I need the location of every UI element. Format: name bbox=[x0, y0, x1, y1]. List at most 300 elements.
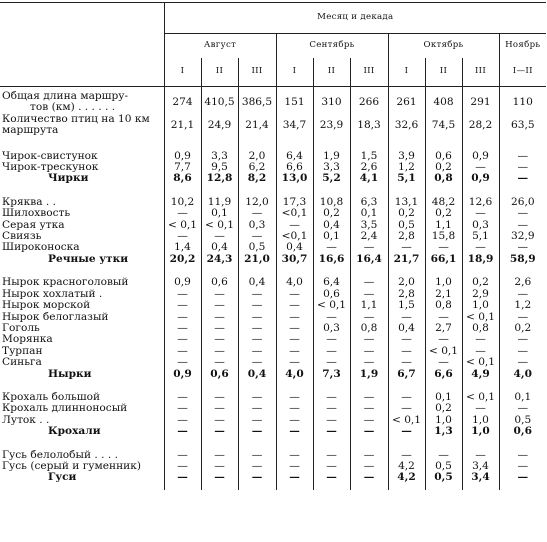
value-cell: 0,9 bbox=[164, 151, 201, 162]
value-cell: — bbox=[388, 242, 425, 253]
value-cell: 5,1 bbox=[462, 231, 499, 242]
value-cell: 0,4 bbox=[388, 323, 425, 334]
value-cell: 1,2 bbox=[388, 162, 425, 173]
value-cell: 0,5 bbox=[499, 415, 546, 426]
value-cell: 6,7 bbox=[388, 369, 425, 380]
value-cell: 0,9 bbox=[462, 173, 499, 184]
value-cell: — bbox=[313, 426, 350, 437]
value-cell: 0,6 bbox=[313, 289, 350, 300]
table-row bbox=[0, 392, 546, 403]
total-row bbox=[0, 472, 546, 483]
value-cell: 16,6 bbox=[313, 254, 350, 265]
row-label-line: маршрута bbox=[2, 124, 59, 137]
value-cell: <0,1 bbox=[276, 231, 313, 242]
species-label: Нырок хохлатый . bbox=[2, 288, 103, 300]
value-cell: — bbox=[201, 323, 238, 334]
decade-heading: I bbox=[164, 58, 201, 87]
value-cell: — bbox=[462, 334, 499, 345]
spacer-cell bbox=[425, 438, 462, 450]
value-cell: 1,0 bbox=[425, 277, 462, 288]
value-cell: 0,2 bbox=[499, 323, 546, 334]
value-cell: 10,2 bbox=[164, 197, 201, 208]
value-cell: 1,0 bbox=[425, 415, 462, 426]
value-cell: 274 bbox=[164, 91, 201, 114]
value-cell: — bbox=[313, 357, 350, 368]
value-cell: — bbox=[238, 312, 276, 323]
spacer-cell bbox=[499, 438, 546, 450]
value-cell: 386,5 bbox=[238, 91, 276, 114]
spacer-cell bbox=[462, 265, 499, 277]
value-cell: 6,4 bbox=[276, 151, 313, 162]
species-label: Нырок морской bbox=[2, 300, 91, 312]
spacer-cell bbox=[350, 380, 388, 392]
spacer-cell bbox=[201, 265, 238, 277]
value-cell: — bbox=[201, 231, 238, 242]
value-cell: — bbox=[425, 334, 462, 345]
value-cell: — bbox=[276, 323, 313, 334]
value-cell: — bbox=[164, 392, 201, 403]
table-row bbox=[0, 231, 546, 242]
value-cell: 0,2 bbox=[425, 208, 462, 219]
species-label: Турпан bbox=[2, 345, 43, 357]
species-label: Крохаль длинноносый bbox=[2, 403, 128, 415]
value-cell: 1,5 bbox=[388, 300, 425, 311]
value-cell: < 0,1 bbox=[462, 312, 499, 323]
total-row bbox=[0, 426, 546, 437]
value-cell: — bbox=[350, 277, 388, 288]
spacer-cell bbox=[350, 137, 388, 151]
total-row bbox=[0, 254, 546, 265]
spacer-cell bbox=[201, 380, 238, 392]
table-row bbox=[0, 162, 546, 173]
value-cell: — bbox=[462, 346, 499, 357]
value-cell: 0,5 bbox=[425, 472, 462, 483]
spacer-cell bbox=[164, 265, 201, 277]
spacer-row bbox=[0, 484, 546, 490]
value-cell: 21,4 bbox=[238, 114, 276, 137]
value-cell: 0,4 bbox=[276, 242, 313, 253]
spacer-cell bbox=[313, 137, 350, 151]
species-label: Свиязь bbox=[2, 231, 42, 243]
value-cell: 0,1 bbox=[350, 208, 388, 219]
value-cell: 2,6 bbox=[350, 162, 388, 173]
spacer-row bbox=[0, 185, 546, 197]
value-cell: 0,6 bbox=[201, 369, 238, 380]
value-cell: — bbox=[238, 231, 276, 242]
value-cell: — bbox=[499, 173, 546, 184]
spacer-cell bbox=[388, 265, 425, 277]
value-cell: 0,9 bbox=[462, 151, 499, 162]
value-cell: — bbox=[462, 162, 499, 173]
species-label: Нырок красноголовый bbox=[2, 277, 129, 289]
table-row bbox=[0, 461, 546, 472]
value-cell: 2,9 bbox=[462, 289, 499, 300]
spacer-cell bbox=[276, 265, 313, 277]
value-cell: 3,3 bbox=[313, 162, 350, 173]
value-cell: 261 bbox=[388, 91, 425, 114]
value-cell: — bbox=[388, 334, 425, 345]
table-row bbox=[0, 220, 546, 231]
table-row bbox=[0, 403, 546, 414]
value-cell: 3,4 bbox=[462, 472, 499, 483]
spacer-cell bbox=[350, 185, 388, 197]
value-cell: — bbox=[350, 403, 388, 414]
value-cell: — bbox=[201, 415, 238, 426]
value-cell: — bbox=[313, 392, 350, 403]
value-cell: 17,3 bbox=[276, 197, 313, 208]
decade-heading: II bbox=[313, 58, 350, 87]
spacer-row bbox=[0, 438, 546, 450]
value-cell: — bbox=[499, 208, 546, 219]
value-cell: — bbox=[499, 242, 546, 253]
value-cell: — bbox=[201, 450, 238, 461]
value-cell: 3,9 bbox=[388, 151, 425, 162]
value-cell: — bbox=[499, 312, 546, 323]
value-cell: 32,6 bbox=[388, 114, 425, 137]
value-cell: 16,4 bbox=[350, 254, 388, 265]
species-label: Широконоска bbox=[2, 242, 80, 254]
value-cell: — bbox=[238, 415, 276, 426]
row-label-line: Количество птиц на 10 км bbox=[2, 113, 150, 125]
value-cell: 1,1 bbox=[350, 300, 388, 311]
value-cell: 1,9 bbox=[350, 369, 388, 380]
bird-count-table bbox=[0, 2, 546, 490]
value-cell: < 0,1 bbox=[313, 300, 350, 311]
value-cell: 0,8 bbox=[425, 300, 462, 311]
value-cell: — bbox=[201, 426, 238, 437]
group-total-label: Чирки bbox=[48, 173, 89, 185]
value-cell: 15,8 bbox=[425, 231, 462, 242]
table-row bbox=[0, 114, 546, 137]
decade-heading: I bbox=[388, 58, 425, 87]
spacer-cell bbox=[462, 380, 499, 392]
value-cell: — bbox=[164, 231, 201, 242]
value-cell: — bbox=[238, 208, 276, 219]
value-cell: — bbox=[276, 403, 313, 414]
value-cell: — bbox=[388, 346, 425, 357]
value-cell: — bbox=[276, 461, 313, 472]
species-label: Гусь (серый и гуменник) bbox=[2, 460, 141, 472]
value-cell: — bbox=[276, 220, 313, 231]
spacer-cell bbox=[276, 438, 313, 450]
spacer-cell bbox=[425, 185, 462, 197]
value-cell: 2,8 bbox=[388, 231, 425, 242]
value-cell: 48,2 bbox=[425, 197, 462, 208]
value-cell: 12,0 bbox=[238, 197, 276, 208]
value-cell: — bbox=[388, 312, 425, 323]
value-cell: 0,6 bbox=[425, 151, 462, 162]
spacer-cell bbox=[499, 185, 546, 197]
value-cell: 4,2 bbox=[388, 472, 425, 483]
value-cell: — bbox=[350, 472, 388, 483]
value-cell: — bbox=[499, 151, 546, 162]
value-cell: <0,1 bbox=[276, 208, 313, 219]
species-label: Нырок белоглазый bbox=[2, 311, 109, 323]
spacer-cell bbox=[238, 185, 276, 197]
spacer-cell bbox=[462, 137, 499, 151]
value-cell: 3,3 bbox=[201, 151, 238, 162]
value-cell: 2,7 bbox=[425, 323, 462, 334]
value-cell: 310 bbox=[313, 91, 350, 114]
value-cell: 5,2 bbox=[313, 173, 350, 184]
value-cell: 8,6 bbox=[164, 173, 201, 184]
spacer-row bbox=[0, 137, 546, 151]
value-cell: 1,9 bbox=[313, 151, 350, 162]
value-cell: — bbox=[313, 403, 350, 414]
value-cell: 4,0 bbox=[499, 369, 546, 380]
value-cell: — bbox=[499, 220, 546, 231]
value-cell: — bbox=[164, 323, 201, 334]
table-row bbox=[0, 334, 546, 345]
value-cell: — bbox=[164, 346, 201, 357]
value-cell: — bbox=[350, 461, 388, 472]
spacer-cell bbox=[499, 380, 546, 392]
value-cell: 58,9 bbox=[499, 254, 546, 265]
group-total-label: Гуси bbox=[48, 472, 77, 484]
value-cell: — bbox=[201, 300, 238, 311]
value-cell: — bbox=[201, 289, 238, 300]
spacer-cell bbox=[201, 185, 238, 197]
spacer-cell bbox=[388, 137, 425, 151]
value-cell: 0,4 bbox=[238, 369, 276, 380]
group-total-label: Речные утки bbox=[48, 253, 129, 265]
value-cell: 0,2 bbox=[388, 208, 425, 219]
table-row bbox=[0, 208, 546, 219]
value-cell: 2,8 bbox=[388, 289, 425, 300]
row-label bbox=[0, 114, 164, 137]
table-row bbox=[0, 357, 546, 368]
value-cell: — bbox=[201, 472, 238, 483]
value-cell: 110 bbox=[499, 91, 546, 114]
table-row bbox=[0, 242, 546, 253]
spacer-cell bbox=[0, 484, 164, 490]
value-cell: 9,5 bbox=[201, 162, 238, 173]
row-label-line: тов (км) . . . . . . bbox=[30, 101, 116, 114]
species-label: Чирок-трескунок bbox=[2, 162, 99, 174]
value-cell: — bbox=[201, 461, 238, 472]
species-label: Гоголь bbox=[2, 322, 40, 334]
value-cell: — bbox=[350, 242, 388, 253]
value-cell: — bbox=[350, 289, 388, 300]
value-cell: — bbox=[164, 300, 201, 311]
value-cell: — bbox=[350, 334, 388, 345]
corner-cell bbox=[0, 3, 164, 87]
value-cell: — bbox=[425, 312, 462, 323]
value-cell: 151 bbox=[276, 91, 313, 114]
value-cell: < 0,1 bbox=[425, 346, 462, 357]
species-label: Синьга bbox=[2, 357, 42, 369]
value-cell: — bbox=[276, 312, 313, 323]
value-cell: 21,1 bbox=[164, 114, 201, 137]
value-cell: — bbox=[350, 426, 388, 437]
value-cell: 12,8 bbox=[201, 173, 238, 184]
spacer-cell bbox=[164, 438, 201, 450]
value-cell: — bbox=[276, 392, 313, 403]
table-row bbox=[0, 346, 546, 357]
value-cell: 0,6 bbox=[201, 277, 238, 288]
value-cell: 4,0 bbox=[276, 369, 313, 380]
value-cell: 26,0 bbox=[499, 197, 546, 208]
value-cell: < 0,1 bbox=[462, 392, 499, 403]
value-cell: — bbox=[350, 392, 388, 403]
table-row bbox=[0, 277, 546, 288]
value-cell: 6,6 bbox=[276, 162, 313, 173]
value-cell: — bbox=[276, 334, 313, 345]
value-cell: 10,8 bbox=[313, 197, 350, 208]
value-cell: — bbox=[350, 415, 388, 426]
value-cell: 23,9 bbox=[313, 114, 350, 137]
value-cell: — bbox=[164, 357, 201, 368]
spacer-cell bbox=[462, 484, 499, 490]
spacer-cell bbox=[276, 185, 313, 197]
value-cell: < 0,1 bbox=[388, 415, 425, 426]
spacer-cell bbox=[462, 185, 499, 197]
value-cell: 28,2 bbox=[462, 114, 499, 137]
value-cell: 4,2 bbox=[388, 461, 425, 472]
decade-heading: II bbox=[201, 58, 238, 87]
value-cell: 7,3 bbox=[313, 369, 350, 380]
month-heading-september: Сентябрь bbox=[276, 34, 388, 59]
value-cell: 34,7 bbox=[276, 114, 313, 137]
value-cell: 2,0 bbox=[388, 277, 425, 288]
spacer-cell bbox=[388, 438, 425, 450]
value-cell: 4,9 bbox=[462, 369, 499, 380]
value-cell: — bbox=[313, 450, 350, 461]
value-cell: 0,8 bbox=[350, 323, 388, 334]
spacer-cell bbox=[499, 137, 546, 151]
total-row bbox=[0, 173, 546, 184]
value-cell: 24,9 bbox=[201, 114, 238, 137]
value-cell: 66,1 bbox=[425, 254, 462, 265]
value-cell: < 0,1 bbox=[164, 220, 201, 231]
value-cell: 0,9 bbox=[164, 369, 201, 380]
value-cell: 0,1 bbox=[201, 208, 238, 219]
value-cell: 4,1 bbox=[350, 173, 388, 184]
month-decade-heading: Месяц и декада bbox=[164, 3, 546, 34]
value-cell: 74,5 bbox=[425, 114, 462, 137]
value-cell: — bbox=[350, 450, 388, 461]
species-label: Морянка bbox=[2, 334, 53, 346]
spacer-cell bbox=[425, 265, 462, 277]
table-row bbox=[0, 197, 546, 208]
value-cell: 0,4 bbox=[201, 242, 238, 253]
value-cell: — bbox=[388, 426, 425, 437]
value-cell: — bbox=[238, 300, 276, 311]
value-cell: 0,8 bbox=[462, 323, 499, 334]
value-cell: 2,0 bbox=[238, 151, 276, 162]
value-cell: 7,7 bbox=[164, 162, 201, 173]
spacer-cell bbox=[164, 380, 201, 392]
value-cell: 1,0 bbox=[462, 415, 499, 426]
value-cell: — bbox=[276, 289, 313, 300]
decade-heading: II bbox=[425, 58, 462, 87]
spacer-cell bbox=[313, 185, 350, 197]
species-label: Чирок-свистунок bbox=[2, 150, 98, 162]
value-cell: 408 bbox=[425, 91, 462, 114]
row-label bbox=[0, 91, 164, 114]
table-row bbox=[0, 289, 546, 300]
value-cell: 0,2 bbox=[313, 208, 350, 219]
value-cell: — bbox=[313, 346, 350, 357]
value-cell: — bbox=[388, 450, 425, 461]
value-cell: — bbox=[462, 403, 499, 414]
value-cell: 0,3 bbox=[462, 220, 499, 231]
value-cell: — bbox=[238, 334, 276, 345]
spacer-cell bbox=[350, 265, 388, 277]
spacer-cell bbox=[425, 484, 462, 490]
spacer-cell bbox=[462, 438, 499, 450]
value-cell: — bbox=[350, 346, 388, 357]
value-cell: — bbox=[201, 334, 238, 345]
species-label: Серая утка bbox=[2, 219, 65, 231]
value-cell: 3,5 bbox=[350, 220, 388, 231]
value-cell: — bbox=[276, 472, 313, 483]
value-cell: 0,2 bbox=[425, 403, 462, 414]
spacer-cell bbox=[499, 484, 546, 490]
value-cell: 32,9 bbox=[499, 231, 546, 242]
spacer-cell bbox=[313, 380, 350, 392]
value-cell: — bbox=[425, 242, 462, 253]
value-cell: 24,3 bbox=[201, 254, 238, 265]
value-cell: 1,4 bbox=[164, 242, 201, 253]
table-body bbox=[0, 3, 546, 490]
value-cell: — bbox=[499, 357, 546, 368]
value-cell: — bbox=[499, 461, 546, 472]
spacer-cell bbox=[238, 484, 276, 490]
value-cell: 0,1 bbox=[313, 231, 350, 242]
value-cell: — bbox=[462, 450, 499, 461]
value-cell: 20,2 bbox=[164, 254, 201, 265]
decade-heading: III bbox=[238, 58, 276, 87]
decade-heading: I—II bbox=[499, 58, 546, 87]
value-cell: — bbox=[462, 208, 499, 219]
value-cell: — bbox=[238, 289, 276, 300]
value-cell: < 0,1 bbox=[201, 220, 238, 231]
value-cell: — bbox=[276, 415, 313, 426]
spacer-cell bbox=[164, 137, 201, 151]
table-row bbox=[0, 415, 546, 426]
value-cell: 5,1 bbox=[388, 173, 425, 184]
value-cell: 0,1 bbox=[499, 392, 546, 403]
value-cell: 0,5 bbox=[388, 220, 425, 231]
value-cell: 0,2 bbox=[425, 162, 462, 173]
spacer-cell bbox=[0, 380, 164, 392]
spacer-cell bbox=[276, 137, 313, 151]
value-cell: 11,9 bbox=[201, 197, 238, 208]
value-cell: — bbox=[238, 472, 276, 483]
value-cell: 6,6 bbox=[425, 369, 462, 380]
value-cell: — bbox=[164, 403, 201, 414]
value-cell: — bbox=[499, 472, 546, 483]
value-cell: — bbox=[276, 450, 313, 461]
value-cell: < 0,1 bbox=[462, 357, 499, 368]
spacer-cell bbox=[238, 137, 276, 151]
value-cell: 0,1 bbox=[425, 392, 462, 403]
value-cell: 1,5 bbox=[350, 151, 388, 162]
value-cell: — bbox=[499, 162, 546, 173]
value-cell: — bbox=[164, 426, 201, 437]
value-cell: 12,6 bbox=[462, 197, 499, 208]
month-heading-august: Август bbox=[164, 34, 276, 59]
total-row bbox=[0, 369, 546, 380]
spacer-cell bbox=[201, 137, 238, 151]
value-cell: — bbox=[313, 472, 350, 483]
value-cell: 2,1 bbox=[425, 289, 462, 300]
value-cell: — bbox=[238, 450, 276, 461]
value-cell: 13,0 bbox=[276, 173, 313, 184]
value-cell: 13,1 bbox=[388, 197, 425, 208]
value-cell: — bbox=[201, 312, 238, 323]
